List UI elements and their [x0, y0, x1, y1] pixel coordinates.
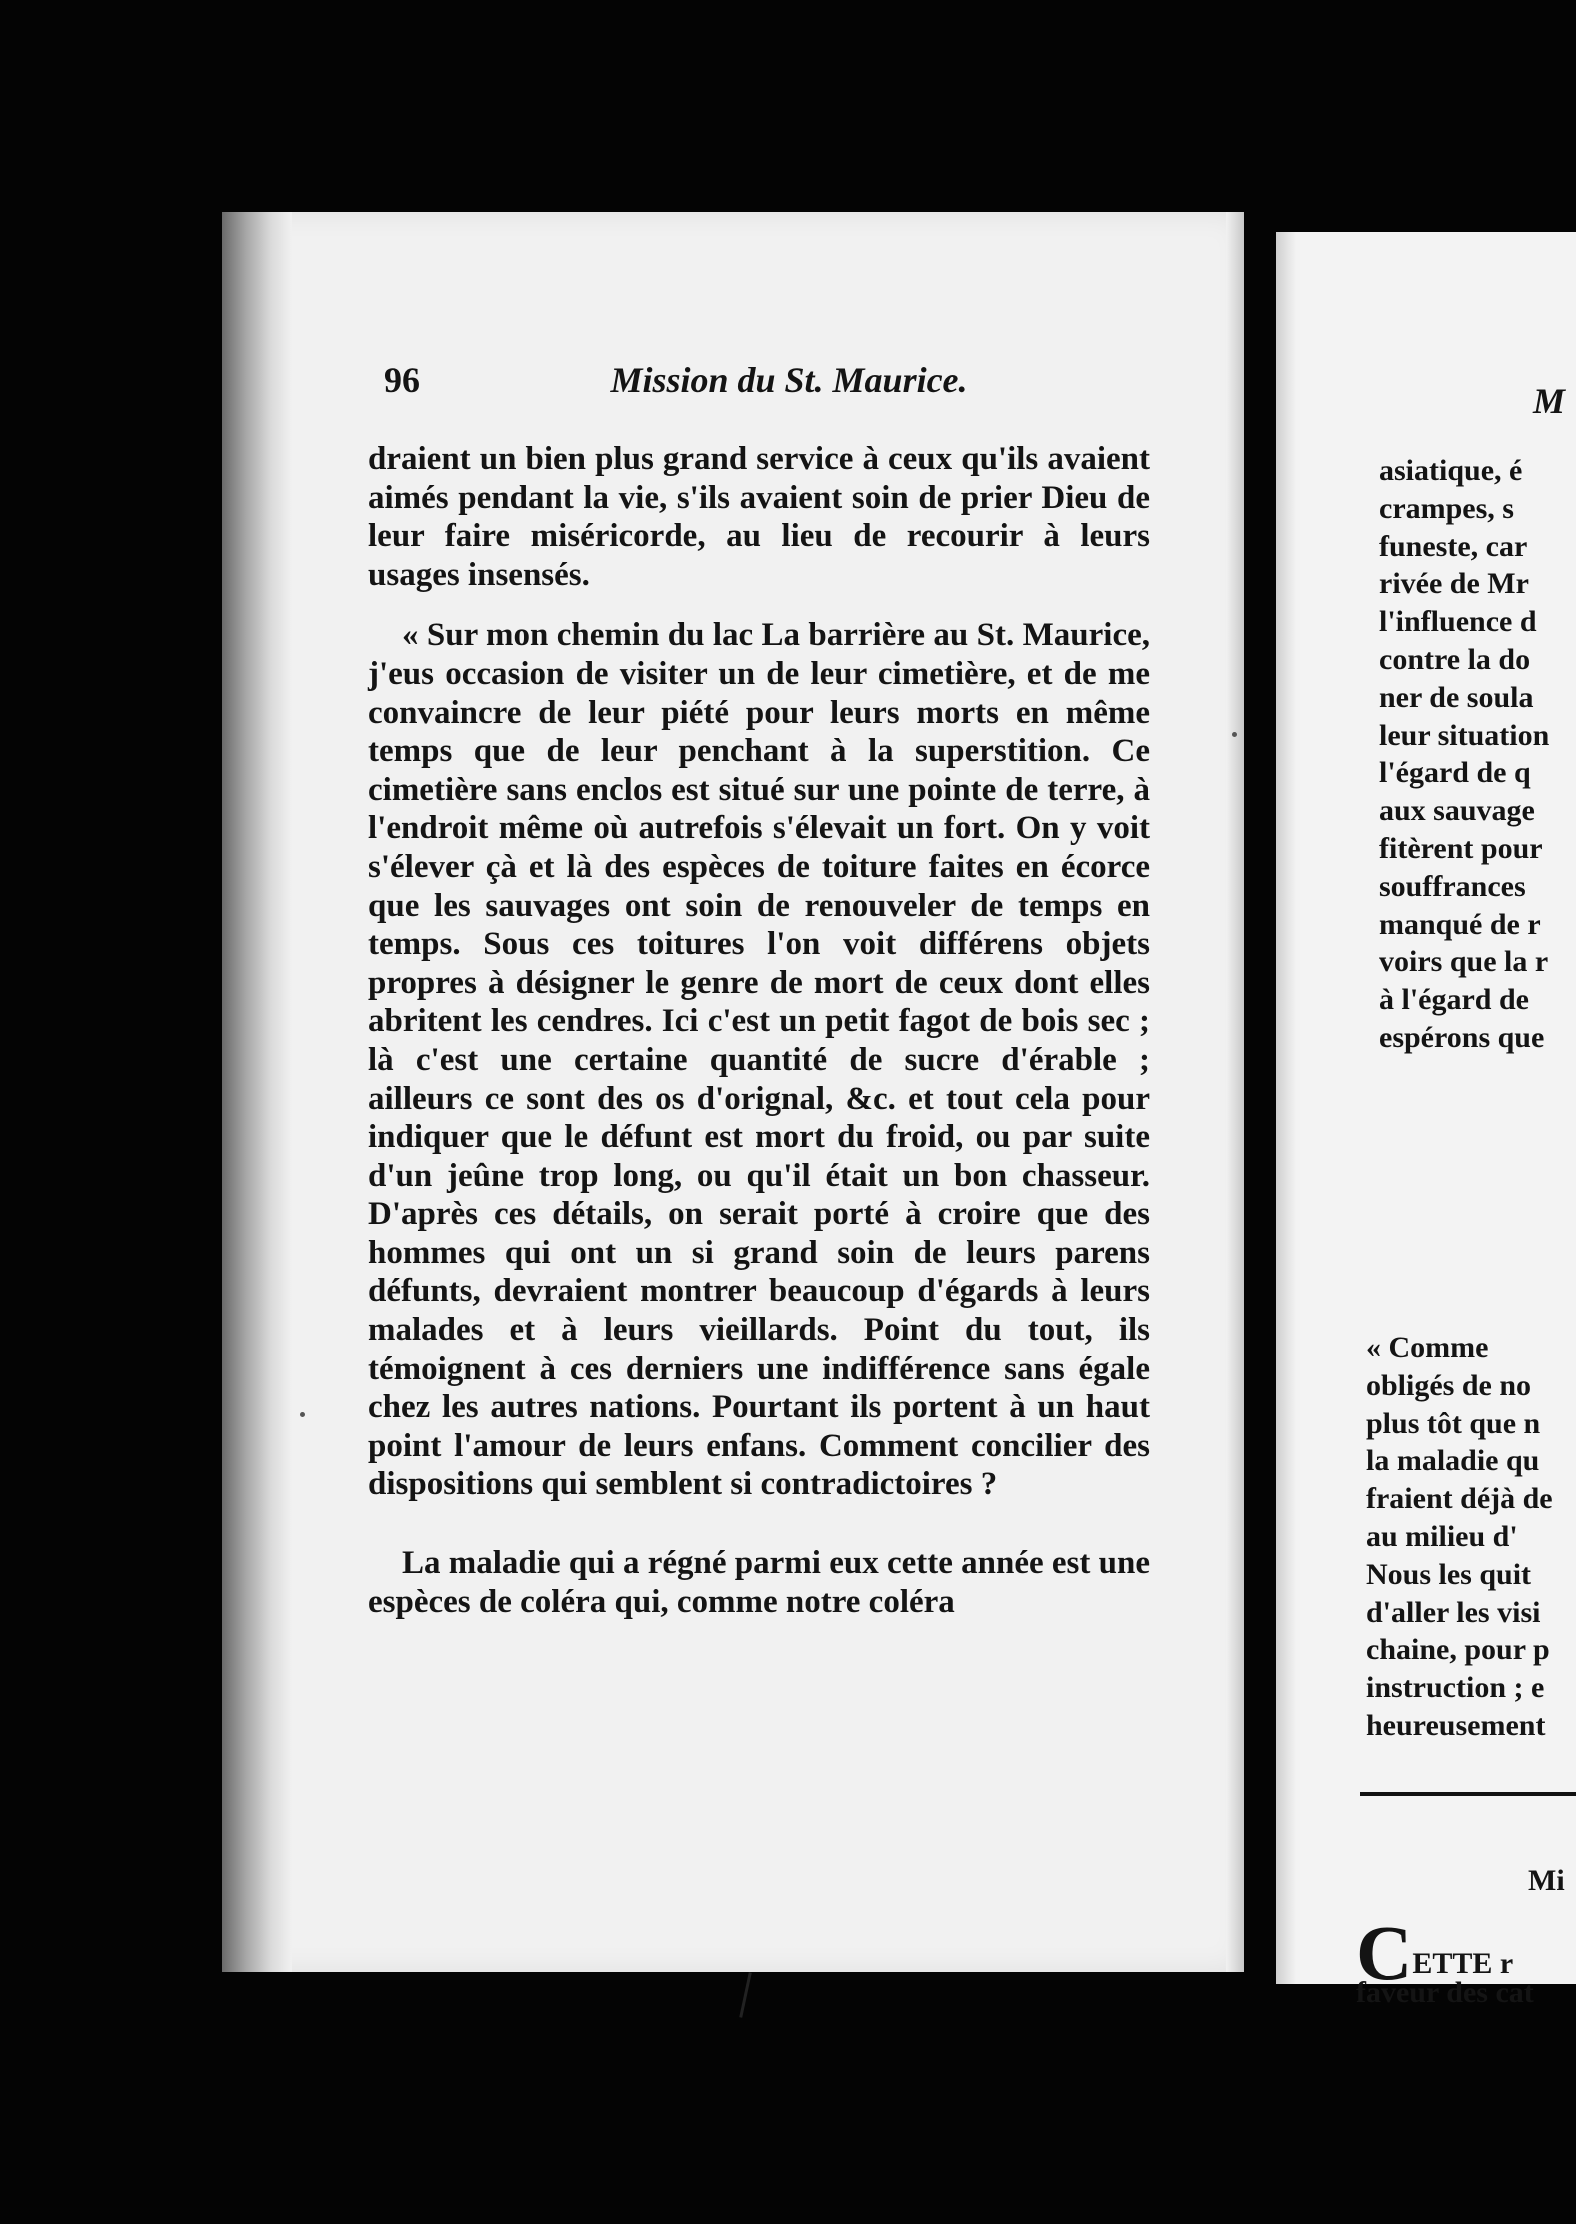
right-text-block-2 [1366, 1329, 1576, 1745]
text-line: chaine, pour p [1366, 1633, 1550, 1667]
text-line: contre la do [1379, 642, 1531, 676]
page-fold-shadow [1276, 232, 1296, 1984]
page-gutter-shadow [222, 212, 292, 1972]
paragraph-quote: « Sur mon chemin du lac La barrière au St. Maurice, j'eus occasion de visiter un de leur cimetière, et de me convaincre de leur piété pour leurs morts en même temps que de leur penchant à la superstition. Ce cimetière sans enclos est situé sur une pointe de terre, à l'endroit même où autrefois s'élevait un fort. On y voit s'élever çà et là des espèces de toiture faites en écorce que les sauvages ont soin de renouveler de temps en temps. Sous ces toitures l'on voit différens objets propres à désigner le genre de mort de ceux dont elles abritent les cendres. Ici c'est un petit fagot de bois sec ; là c'est une certaine quantité de sucre d'érable ; ailleurs ce sont des os d'orignal, &c. et tout cela pour indiquer que le défunt est mort du froid, ou par suite d'un jeûne trop long, ou qu'il était un bon chasseur. D'après ces détails, on serait porté à croire que des hommes qui ont un si grand soin de leurs parens défunts, devraient montrer beaucoup d'égards à leurs malades et à leurs vieillards. Point du tout, ils témoignent à ces derniers une indifférence sans égale chez les autres nations. Pourtant ils portent à un haut point l'amour de leurs enfans. Comment concilier des dispositions qui semblent si contradictoires ? [368, 617, 1150, 1503]
running-title: Mission du St. Maurice. [610, 360, 968, 400]
paragraph-maladie: La maladie qui a régné parmi eux cette année est une espèces de coléra qui, comme notre coléra [368, 1545, 1150, 1620]
text-line: « Comme [1366, 1331, 1489, 1364]
text-line: la maladie qu [1366, 1444, 1540, 1478]
text-line: heureusement [1366, 1708, 1546, 1742]
text-line: espérons que [1379, 1020, 1545, 1054]
pen-mark [739, 1972, 751, 2018]
text-line: souffrances [1379, 869, 1526, 903]
right-text-block [1379, 452, 1576, 1057]
text-line: fitèrent pour [1379, 831, 1543, 865]
text-line: ner de soula [1379, 680, 1534, 714]
section-heading-fragment: Mi [1528, 1864, 1565, 1897]
text-line: asiatique, é [1379, 454, 1523, 487]
right-running-head: M [1533, 381, 1566, 421]
text-line: obligés de no [1366, 1368, 1532, 1402]
page-number: 96 [384, 360, 420, 400]
text-line: rivée de Mr [1379, 567, 1529, 601]
text-line: l'égard de q [1379, 756, 1531, 790]
drop-cap-rest: ETTE r [1412, 1947, 1514, 1980]
speck [1232, 732, 1237, 737]
text-line: crampes, s [1379, 491, 1514, 525]
page-edge-shadow [1226, 212, 1244, 1972]
text-line: instruction ; e [1366, 1671, 1545, 1705]
body-text [368, 440, 1150, 1621]
text-line: fraient déjà de [1366, 1482, 1553, 1516]
text-line: aux sauvage [1379, 794, 1535, 828]
text-line: Nous les quit [1366, 1557, 1532, 1591]
drop-cap: C [1356, 1909, 1413, 1996]
text-line: à l'égard de [1379, 983, 1529, 1017]
text-line: funeste, car [1379, 529, 1528, 563]
text-line: plus tôt que n [1366, 1406, 1541, 1440]
text-line: l'influence d [1379, 605, 1537, 639]
text-line: d'aller les visi [1366, 1595, 1541, 1629]
text-line: faveur des cat [1356, 1976, 1534, 2009]
section-divider [1360, 1792, 1576, 1796]
left-page [222, 212, 1244, 1972]
right-page [1276, 232, 1576, 2009]
text-line: manqué de r [1379, 907, 1541, 941]
text-line: voirs que la r [1379, 945, 1549, 979]
text-line: leur situation [1379, 718, 1550, 752]
text-line: au milieu d' [1366, 1519, 1518, 1553]
paragraph-continued: draient un bien plus grand service à ceux qu'ils avaient aimés pendant la vie, s'ils avaient soin de prier Dieu de leur faire miséricorde, au lieu de recourir à leurs usages insensés. [368, 441, 1150, 593]
speck [300, 1412, 305, 1417]
